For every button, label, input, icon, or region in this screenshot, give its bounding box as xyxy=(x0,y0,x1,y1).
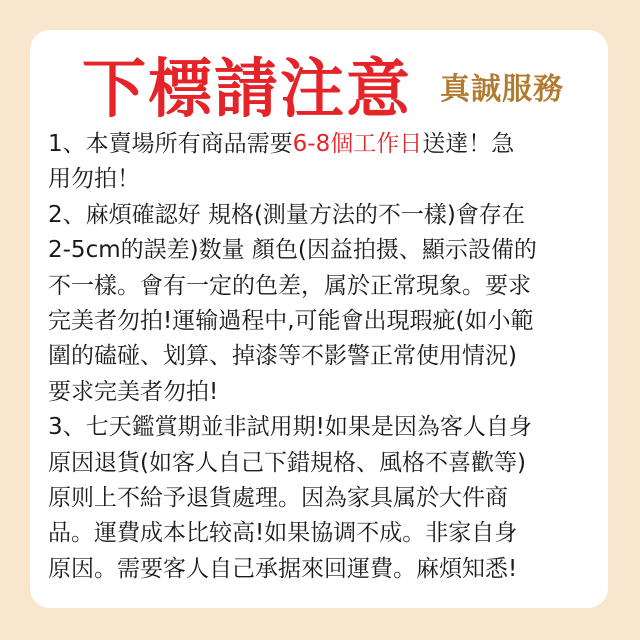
notice-line-12: 品。運費成本比较高!如果協调不成。非家自身 xyxy=(48,520,518,547)
notice-line-7: 圍的磕碰、划算、掉漆等不影警正常使用情況) xyxy=(48,343,517,370)
notice-line-4: 2-5cm的誤差)数量 顏色(因益拍摄、顯示設備的 xyxy=(48,237,537,264)
notice-line-6: 完美者勿拍!運输過程中,可能會出現瑕疵(如小範 xyxy=(48,307,534,334)
notice-line-5: 不一樣。會有一定的色差，属於正常現象。要求 xyxy=(48,272,531,299)
notice-line-1-tail: 送達！急 xyxy=(422,131,515,157)
notice-line-3: 2、麻煩確認好 規格(測量方法的不一樣)會存在 xyxy=(48,201,525,228)
service-badge: 真誠服務 xyxy=(440,72,564,107)
notice-card xyxy=(30,30,608,608)
notice-line-8: 要求完美者勿拍! xyxy=(48,378,219,405)
notice-line-2: 用勿拍！ xyxy=(48,166,140,193)
notice-line-13: 原因。需要客人自己承据來回運費。麻煩知悉! xyxy=(48,555,518,582)
delivery-time-highlight: 6-8個工作日 xyxy=(292,131,423,157)
notice-body xyxy=(48,127,596,587)
notice-line-1-text: 1、本賣場所有商品需要 xyxy=(48,131,293,157)
notice-line-1 xyxy=(48,127,596,162)
notice-line-9: 3、七天鑑賞期並非試用期!如果是因為客人自身 xyxy=(48,414,532,441)
notice-line-11: 原则上不給予退貨處理。因為家具属於大件商 xyxy=(48,484,508,511)
notice-title: 下標請注意 xyxy=(82,53,412,127)
notice-line-10: 原因退貨(如客人自己下錯規格、風格不喜歡等) xyxy=(48,449,526,476)
